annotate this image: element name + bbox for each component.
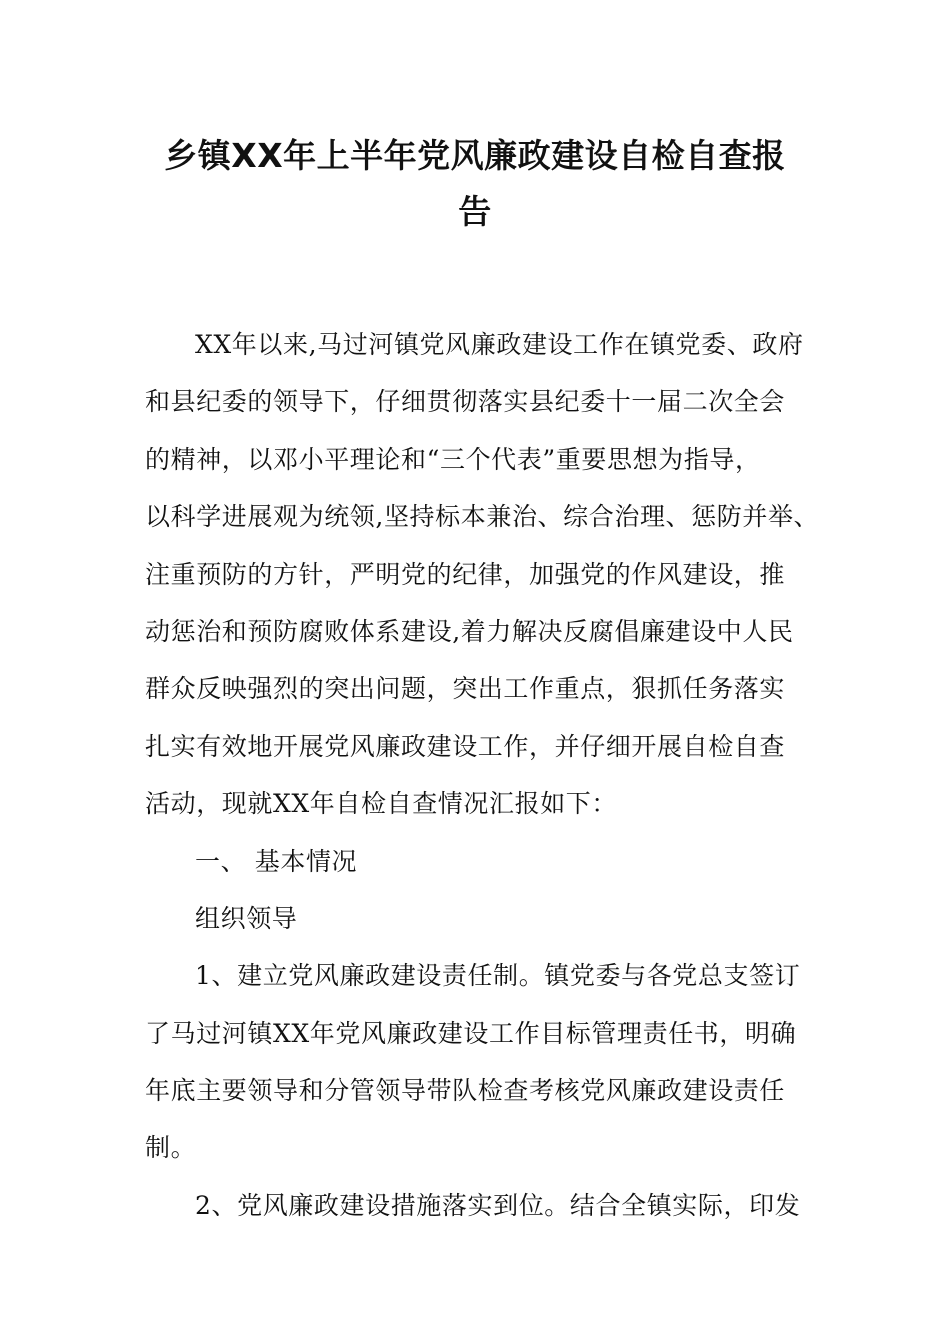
section-heading: 一、 基本情况 xyxy=(195,846,358,876)
paragraph-line: 活动，现就XX年自检自查情况汇报如下： xyxy=(145,789,617,819)
document-body xyxy=(145,316,825,1234)
title-line-1: 乡镇XX年上半年党风廉政建设自检自查报 xyxy=(164,136,786,175)
title-line-2: 告 xyxy=(458,192,492,231)
paragraph-line: 和县纪委的领导下，仔细贯彻落实县纪委十一届二次全会 xyxy=(145,387,786,417)
paragraph-line: XX年以来,马过河镇党风廉政建设工作在镇党委、政府 xyxy=(195,330,804,359)
paragraph-line: 动惩治和预防腐败体系建设,着力解决反腐倡廉建设中人民 xyxy=(145,616,794,646)
paragraph-line: 扎实有效地开展党风廉政建设工作，并仔细开展自检自查 xyxy=(145,731,786,761)
paragraph-line: 了马过河镇XX年党风廉政建设工作目标管理责任书，明确 xyxy=(145,1018,797,1048)
document-title xyxy=(140,128,810,240)
paragraph-line: 2、党风廉政建设措施落实到位。结合全镇实际，印发 xyxy=(195,1190,801,1220)
paragraph-line: 年底主要领导和分管领导带队检查考核党风廉政建设责任 xyxy=(145,1076,786,1106)
subsection-heading: 组织领导 xyxy=(195,903,298,933)
paragraph-line: 群众反映强烈的突出问题，突出工作重点，狠抓任务落实 xyxy=(145,674,786,704)
paragraph-line: 的精神，以邓小平理论和“三个代表”重要思想为指导， xyxy=(145,444,761,474)
paragraph-line: 制。 xyxy=(145,1133,197,1163)
paragraph-line: 1、建立党风廉政建设责任制。镇党委与各党总支签订 xyxy=(195,961,801,991)
paragraph-line: 注重预防的方针，严明党的纪律，加强党的作风建设，推 xyxy=(145,559,786,589)
paragraph-line: 以科学进展观为统领,坚持标本兼治、综合治理、惩防并举、 xyxy=(145,502,820,532)
